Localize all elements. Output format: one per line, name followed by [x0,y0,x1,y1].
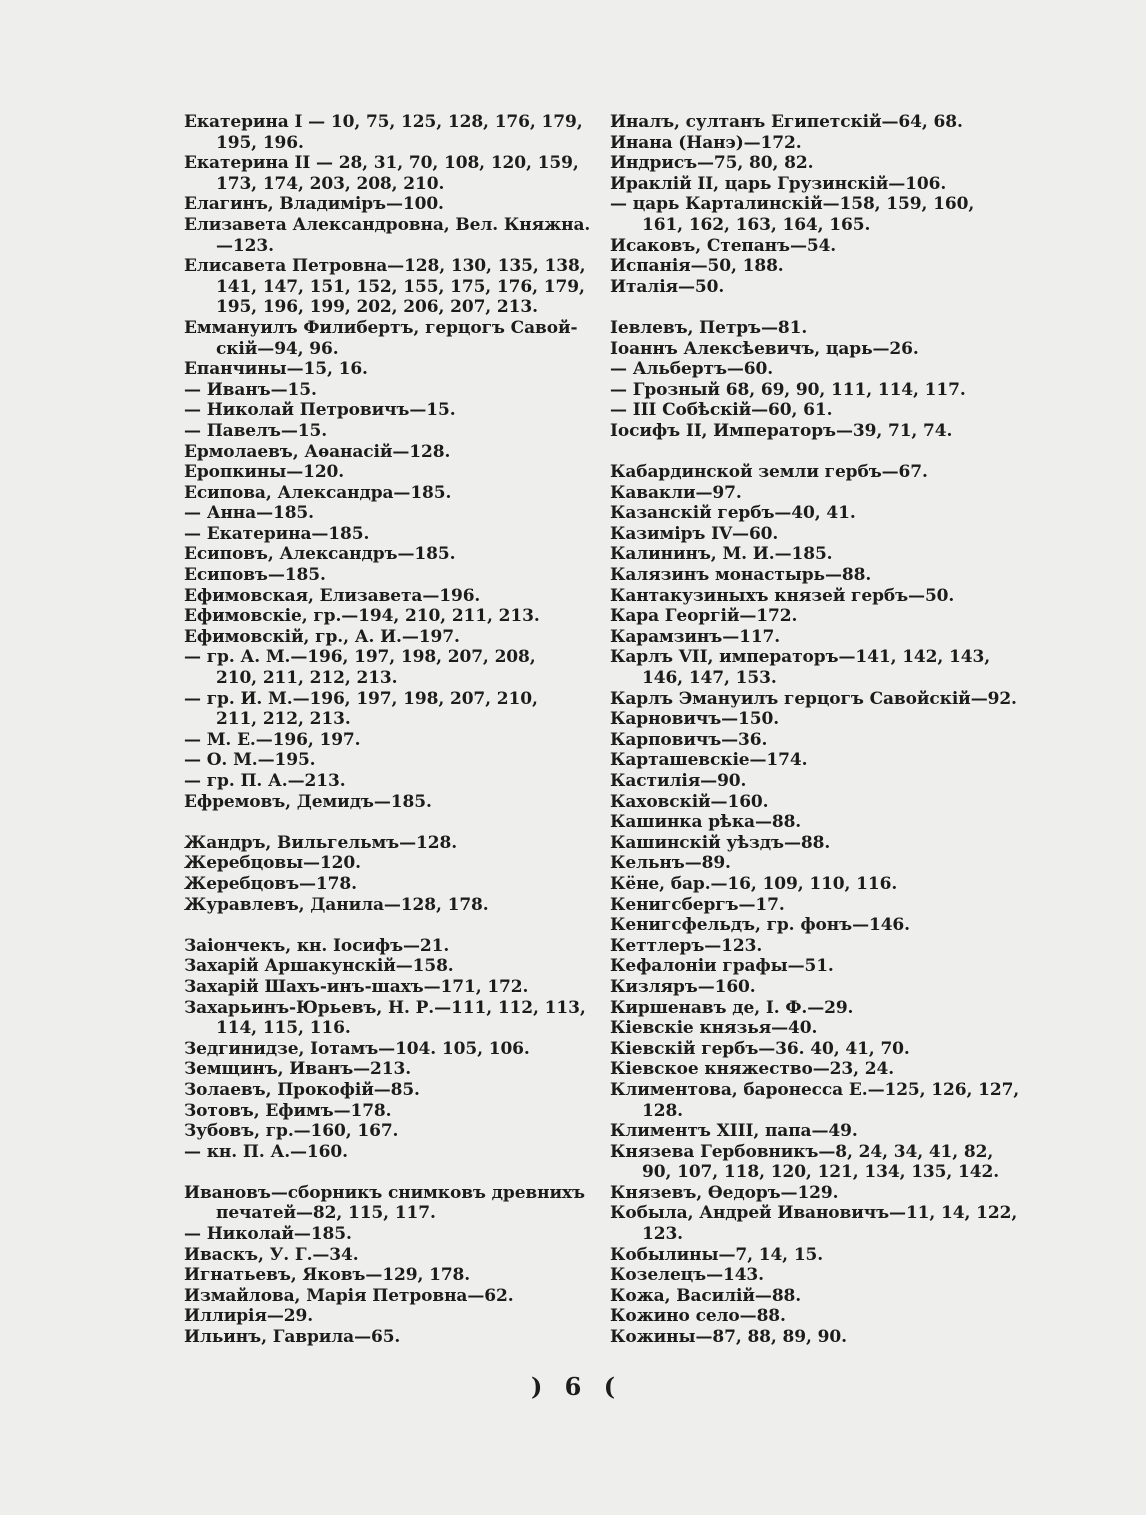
index-entry-continuation: скій—94, 96. [216,338,339,359]
index-entry: Кашинскій уѣздъ—88. [610,832,831,853]
index-entry: Ефимовская, Елизавета—196. [184,585,481,606]
page-number: ) 6 ( [530,1372,616,1401]
index-entry: Кизляръ—160. [610,976,756,997]
index-entry: Зубовъ, гр.—160, 167. [184,1121,399,1142]
index-column-right [610,112,1018,1348]
index-entry: Кантакузиныхъ князей гербъ—50. [610,585,955,606]
index-entry: Кіевскіе князья—40. [610,1018,818,1039]
index-entry: Ивановъ—сборникъ снимковъ древнихъ [184,1182,585,1203]
index-entry: Земщинъ, Иванъ—213. [184,1059,412,1080]
index-entry: Карлъ Эмануилъ герцогъ Савойскій—92. [610,688,1017,709]
index-entry: Жандръ, Вильгельмъ—128. [184,832,458,853]
index-entry: — гр. П. А.—213. [184,771,346,791]
index-entry: Ильинъ, Гаврила—65. [184,1327,401,1348]
index-entry: Кёне, бар.—16, 109, 110, 116. [610,873,898,894]
index-entry: Ефимовскій, гр., А. И.—197. [184,626,460,647]
index-entry: Кефалоніи графы—51. [610,956,834,977]
index-entry: Ефремовъ, Демидъ—185. [184,791,432,812]
index-entry: Ефимовскіе, гр.—194, 210, 211, 213. [184,606,540,627]
index-entry: Зедгинидзе, Іотамъ—104. 105, 106. [184,1038,530,1059]
index-entry: Карамзинъ—117. [610,626,781,647]
index-entry-continuation: 123. [642,1224,684,1245]
index-entry: Карповичъ—36. [610,729,768,750]
index-entry-continuation: 210, 211, 212, 213. [216,668,398,689]
index-entry: Кабардинской земли гербъ—67. [610,462,928,483]
index-entry: Казанскій гербъ—40, 41. [610,503,856,524]
index-entry-continuation: 114, 115, 116. [216,1018,351,1039]
index-entry-continuation: 195, 196, 199, 202, 206, 207, 213. [216,297,538,318]
index-entry: Еммануилъ Филибертъ, герцогъ Савой- [184,317,578,338]
index-entry: — гр. А. М.—196, 197, 198, 207, 208, [184,647,536,668]
index-entry: — М. Е.—196, 197. [184,729,361,750]
index-entry: — кн. П. А.—160. [184,1141,348,1162]
index-entry-continuation: 128. [642,1100,684,1121]
index-entry-continuation: 90, 107, 118, 120, 121, 134, 135, 142. [642,1162,1000,1183]
index-entry-continuation: 146, 147, 153. [642,668,777,689]
index-entry: Индрисъ—75, 80, 82. [610,153,814,174]
section-gap [184,812,588,833]
index-entry: Казиміръ IV—60. [610,523,779,544]
index-entry: Есиповъ—185. [184,565,326,586]
index-entry: Каховскій—160. [610,791,769,812]
index-entry: Есиповъ, Александръ—185. [184,544,456,565]
index-entry: Кіевскій гербъ—36. 40, 41, 70. [610,1038,910,1059]
index-entry: Еропкины—120. [184,462,345,483]
index-entry: Князева Гербовникъ—8, 24, 34, 41, 82, [610,1141,994,1162]
index-entry: Козелецъ—143. [610,1265,764,1286]
index-entry: Епанчины—15, 16. [184,359,368,380]
index-entry: Кашинка рѣка—88. [610,812,802,833]
index-entry: Жеребцовъ—178. [184,873,357,894]
index-entry: Киршенавъ де, I. Ф.—29. [610,997,854,1018]
index-entry: Кавакли—97. [610,482,742,503]
index-entry: Екатерина I — 10, 75, 125, 128, 176, 179, [184,112,583,132]
index-entry: Карновичъ—150. [610,709,780,730]
index-entry: — III Собѣскій—60, 61. [610,400,833,421]
index-entry: — Павелъ—15. [184,420,328,441]
index-entry: — гр. И. М.—196, 197, 198, 207, 210, [184,688,538,709]
index-entry: — Грозный 68, 69, 90, 111, 114, 117. [610,379,966,400]
index-entry: Заіончекъ, кн. Іосифъ—21. [184,935,450,956]
index-entry: Италія—50. [610,276,725,297]
index-entry: Измайлова, Марія Петровна—62. [184,1285,514,1306]
index-entry: Кенигсфельдъ, гр. фонъ—146. [610,915,910,936]
index-entry: Инана (Нанэ)—172. [610,132,802,153]
index-entry: — Альбертъ—60. [610,359,774,380]
index-entry: Захарій Шахъ-инъ-шахъ—171, 172. [184,976,529,997]
index-entry: Зотовъ, Ефимъ—178. [184,1100,392,1121]
index-entry: Кожино село—88. [610,1306,786,1327]
section-gap [610,297,1018,318]
index-entry: Жеребцовы—120. [184,853,361,874]
index-entry: Есипова, Александра—185. [184,482,452,503]
index-entry: Захарій Аршакунскій—158. [184,956,454,977]
index-entry: Иваскъ, У. Г.—34. [184,1244,359,1265]
index-entry: Иллирія—29. [184,1306,314,1327]
index-entry: Климентова, баронесса Е.—125, 126, 127, [610,1079,1020,1100]
index-entry: Ираклій II, царь Грузинскій—106. [610,173,947,194]
index-entry: Золаевъ, Прокофій—85. [184,1079,420,1100]
index-entry-continuation: 161, 162, 163, 164, 165. [642,214,871,235]
index-entry: Кожины—87, 88, 89, 90. [610,1327,847,1348]
index-entry: Карлъ VII, императоръ—141, 142, 143, [610,647,991,668]
index-entry: Калининъ, М. И.—185. [610,544,833,565]
index-entry: Кенигсбергъ—17. [610,894,785,915]
index-entry: — царь Карталинскій—158, 159, 160, [610,194,975,215]
index-entry: Кастилія—90. [610,771,747,791]
index-entry: Екатерина II — 28, 31, 70, 108, 120, 159, [184,153,579,174]
index-entry: Исаковъ, Степанъ—54. [610,235,837,256]
index-entry: Захарьинъ-Юрьевъ, Н. Р.—111, 112, 113, [184,997,586,1018]
index-entry: Иналъ, султанъ Египетскій—64, 68. [610,112,963,132]
index-entry: Князевъ, Ѳедоръ—129. [610,1182,839,1203]
index-entry-continuation: 173, 174, 203, 208, 210. [216,173,445,194]
index-entry-continuation: 195, 196. [216,132,304,153]
index-entry-continuation: 141, 147, 151, 152, 155, 175, 176, 179, [216,276,585,297]
index-entry: — Николай—185. [184,1224,352,1245]
index-entry: Кіевское княжество—23, 24. [610,1059,895,1080]
index-column-left [184,112,591,1348]
index-entry-continuation: —123. [216,235,274,256]
index-entry-continuation: печатей—82, 115, 117. [216,1203,436,1224]
index-entry: Кара Георгій—172. [610,606,798,627]
index-entry: Іосифъ II, Императоръ—39, 71, 74. [610,420,953,441]
index-entry: — Николай Петровичъ—15. [184,400,456,421]
index-entry: Кеттлеръ—123. [610,935,763,956]
index-entry: Игнатьевъ, Яковъ—129, 178. [184,1265,471,1286]
index-entry: Журавлевъ, Данила—128, 178. [184,894,489,915]
index-entry-continuation: 211, 212, 213. [216,709,351,730]
index-entry: Испанія—50, 188. [610,256,784,277]
index-entry: Іоаннъ Алексѣевичъ, царь—26. [610,338,919,359]
index-entry: Климентъ XIII, папа—49. [610,1121,858,1142]
index-entry: Іевлевъ, Петръ—81. [610,317,808,338]
index-entry: Кожа, Василій—88. [610,1285,802,1306]
section-gap [184,1162,588,1183]
index-entry: Кобыла, Андрей Ивановичъ—11, 14, 122, [610,1203,1018,1224]
index-entry: — Екатерина—185. [184,523,370,544]
index-entry: Елисавета Петровна—128, 130, 135, 138, [184,256,586,277]
section-gap [610,442,1018,463]
index-entry: Кельнъ—89. [610,853,731,874]
index-entry: Елизавета Александровна, Вел. Княжна. [184,214,591,235]
index-entry: — Иванъ—15. [184,379,317,400]
index-entry: Карташевскіе—174. [610,750,808,771]
index-entry: — О. М.—195. [184,750,316,771]
index-entry: Ермолаевъ, Аѳанасій—128. [184,441,451,462]
index-entry: — Анна—185. [184,503,314,524]
index-entry: Елагинъ, Владиміръ—100. [184,194,444,215]
index-entry: Калязинъ монастырь—88. [610,565,872,586]
section-gap [184,915,588,936]
index-entry: Кобылины—7, 14, 15. [610,1244,824,1265]
